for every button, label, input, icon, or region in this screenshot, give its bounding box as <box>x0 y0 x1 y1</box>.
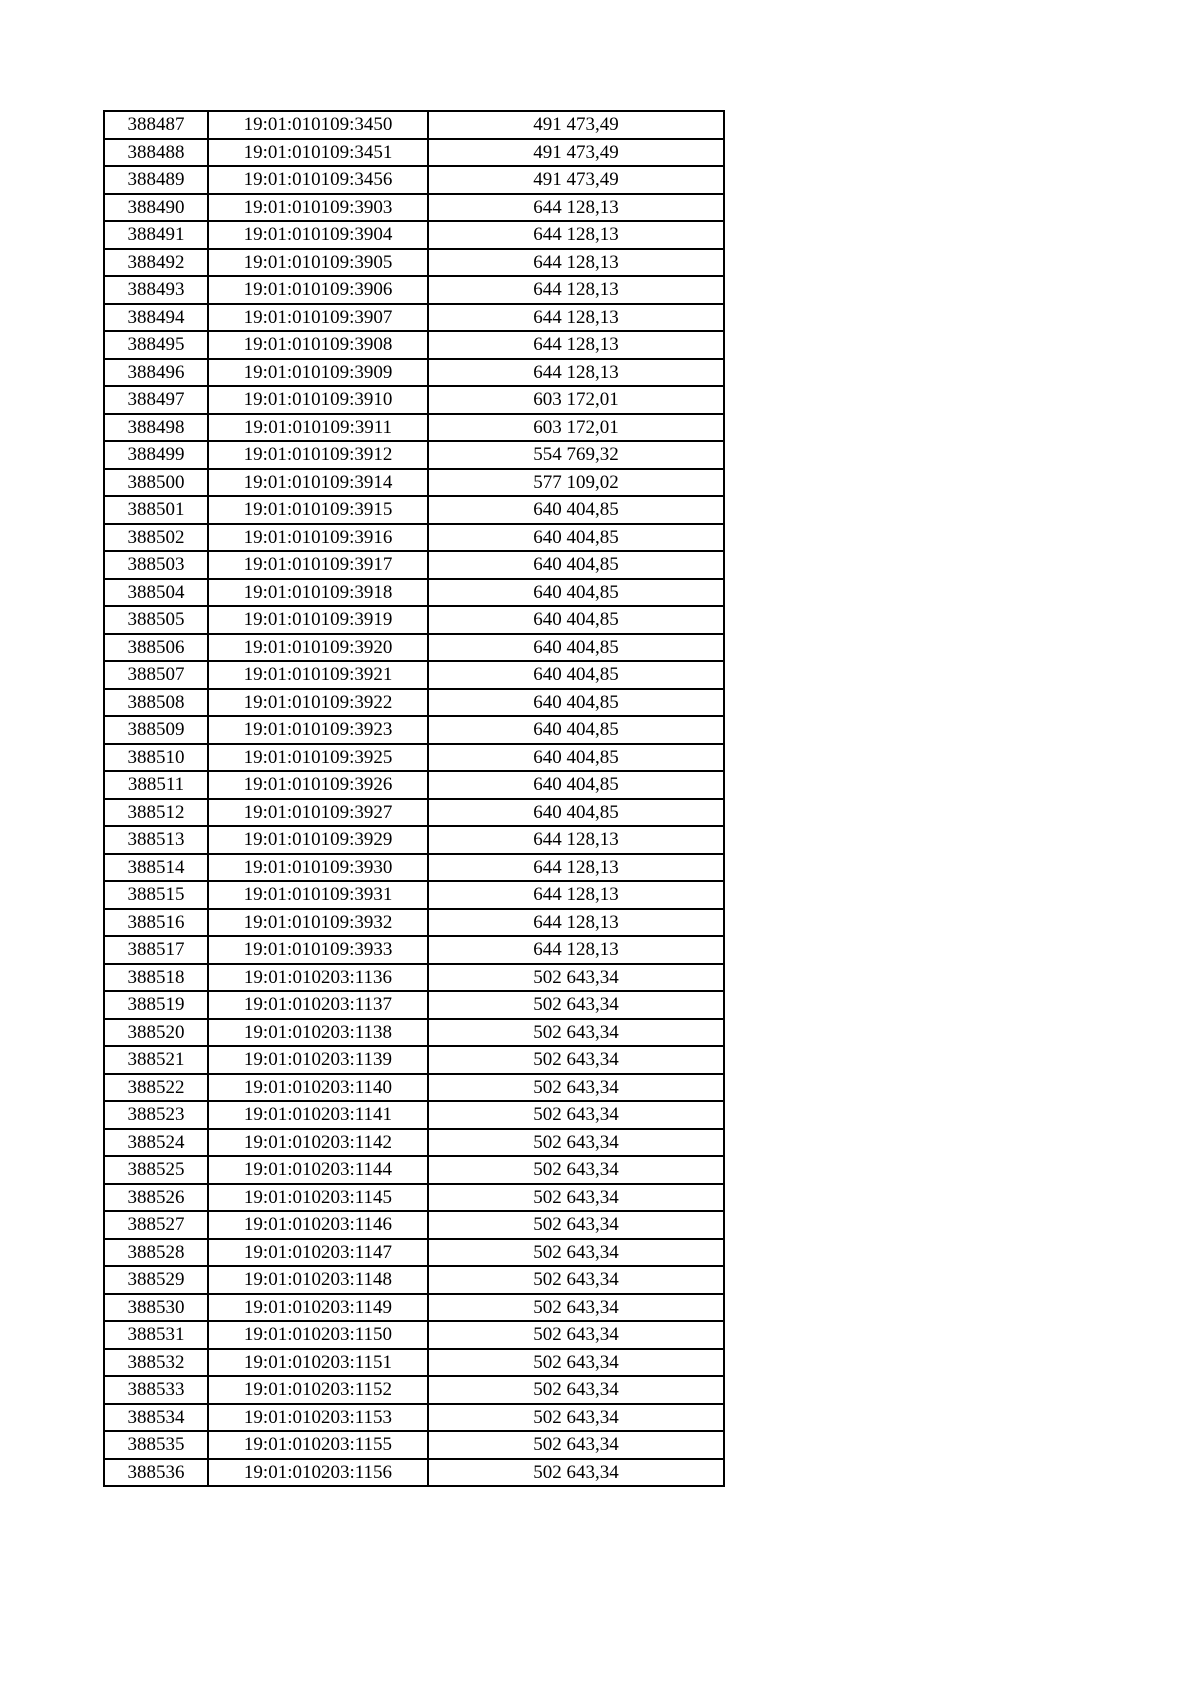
cadastral-value-cell: 502 643,34 <box>428 964 724 992</box>
row-number-cell: 388522 <box>104 1074 208 1102</box>
table-row <box>104 634 724 662</box>
cadastral-number-cell: 19:01:010109:3903 <box>208 194 428 222</box>
cadastral-number-cell: 19:01:010109:3904 <box>208 221 428 249</box>
cadastral-number-cell: 19:01:010109:3921 <box>208 661 428 689</box>
row-number-cell: 388503 <box>104 551 208 579</box>
row-number-cell: 388527 <box>104 1211 208 1239</box>
table-row <box>104 441 724 469</box>
cadastral-value-cell: 603 172,01 <box>428 414 724 442</box>
table-row <box>104 1294 724 1322</box>
cadastral-value-cell: 640 404,85 <box>428 744 724 772</box>
row-number-cell: 388500 <box>104 469 208 497</box>
cadastral-number-cell: 19:01:010203:1155 <box>208 1431 428 1459</box>
row-number-cell: 388519 <box>104 991 208 1019</box>
cadastral-value-cell: 502 643,34 <box>428 1019 724 1047</box>
table-row <box>104 799 724 827</box>
cadastral-number-cell: 19:01:010203:1138 <box>208 1019 428 1047</box>
table-row <box>104 1019 724 1047</box>
table-row <box>104 1101 724 1129</box>
table-row <box>104 386 724 414</box>
cadastral-number-cell: 19:01:010109:3906 <box>208 276 428 304</box>
row-number-cell: 388489 <box>104 166 208 194</box>
cadastral-value-cell: 502 643,34 <box>428 1239 724 1267</box>
cadastral-value-cell: 644 128,13 <box>428 194 724 222</box>
cadastral-number-cell: 19:01:010109:3933 <box>208 936 428 964</box>
cadastral-value-cell: 491 473,49 <box>428 111 724 139</box>
table-row <box>104 881 724 909</box>
cadastral-number-cell: 19:01:010203:1151 <box>208 1349 428 1377</box>
row-number-cell: 388495 <box>104 331 208 359</box>
table-row <box>104 166 724 194</box>
row-number-cell: 388516 <box>104 909 208 937</box>
table-row <box>104 936 724 964</box>
cadastral-value-cell: 640 404,85 <box>428 579 724 607</box>
cadastral-value-cell: 640 404,85 <box>428 716 724 744</box>
row-number-cell: 388520 <box>104 1019 208 1047</box>
row-number-cell: 388507 <box>104 661 208 689</box>
cadastral-number-cell: 19:01:010109:3911 <box>208 414 428 442</box>
cadastral-value-cell: 640 404,85 <box>428 799 724 827</box>
row-number-cell: 388510 <box>104 744 208 772</box>
cadastral-value-cell: 502 643,34 <box>428 991 724 1019</box>
cadastral-number-cell: 19:01:010203:1153 <box>208 1404 428 1432</box>
cadastral-value-cell: 644 128,13 <box>428 854 724 882</box>
cadastral-number-cell: 19:01:010109:3910 <box>208 386 428 414</box>
cadastral-number-cell: 19:01:010109:3914 <box>208 469 428 497</box>
cadastral-number-cell: 19:01:010109:3929 <box>208 826 428 854</box>
table-row <box>104 909 724 937</box>
cadastral-number-cell: 19:01:010109:3908 <box>208 331 428 359</box>
cadastral-number-cell: 19:01:010203:1136 <box>208 964 428 992</box>
cadastral-number-cell: 19:01:010109:3456 <box>208 166 428 194</box>
cadastral-number-cell: 19:01:010203:1139 <box>208 1046 428 1074</box>
cadastral-number-cell: 19:01:010109:3925 <box>208 744 428 772</box>
cadastral-value-cell: 644 128,13 <box>428 304 724 332</box>
cadastral-value-cell: 502 643,34 <box>428 1321 724 1349</box>
table-row <box>104 606 724 634</box>
table-row <box>104 1211 724 1239</box>
cadastral-value-cell: 640 404,85 <box>428 551 724 579</box>
table-row <box>104 469 724 497</box>
cadastral-value-cell: 640 404,85 <box>428 496 724 524</box>
row-number-cell: 388499 <box>104 441 208 469</box>
cadastral-number-cell: 19:01:010203:1147 <box>208 1239 428 1267</box>
cadastral-number-cell: 19:01:010203:1140 <box>208 1074 428 1102</box>
cadastral-value-cell: 644 128,13 <box>428 936 724 964</box>
cadastral-number-cell: 19:01:010203:1141 <box>208 1101 428 1129</box>
table-row <box>104 854 724 882</box>
cadastral-number-cell: 19:01:010203:1148 <box>208 1266 428 1294</box>
table-row <box>104 359 724 387</box>
cadastral-number-cell: 19:01:010109:3905 <box>208 249 428 277</box>
cadastral-number-cell: 19:01:010203:1145 <box>208 1184 428 1212</box>
table-row <box>104 826 724 854</box>
cadastral-value-cell: 554 769,32 <box>428 441 724 469</box>
cadastral-number-cell: 19:01:010109:3919 <box>208 606 428 634</box>
table-row <box>104 304 724 332</box>
row-number-cell: 388517 <box>104 936 208 964</box>
row-number-cell: 388509 <box>104 716 208 744</box>
table-row <box>104 1349 724 1377</box>
cadastral-number-cell: 19:01:010109:3909 <box>208 359 428 387</box>
table-row <box>104 744 724 772</box>
cadastral-number-cell: 19:01:010203:1146 <box>208 1211 428 1239</box>
table-row <box>104 1184 724 1212</box>
cadastral-number-cell: 19:01:010109:3922 <box>208 689 428 717</box>
cadastral-number-cell: 19:01:010109:3907 <box>208 304 428 332</box>
table-row <box>104 1129 724 1157</box>
table-row <box>104 716 724 744</box>
cadastral-value-cell: 502 643,34 <box>428 1101 724 1129</box>
row-number-cell: 388493 <box>104 276 208 304</box>
row-number-cell: 388511 <box>104 771 208 799</box>
cadastral-value-cell: 502 643,34 <box>428 1156 724 1184</box>
row-number-cell: 388532 <box>104 1349 208 1377</box>
table-row <box>104 1431 724 1459</box>
row-number-cell: 388491 <box>104 221 208 249</box>
row-number-cell: 388526 <box>104 1184 208 1212</box>
cadastral-number-cell: 19:01:010203:1156 <box>208 1459 428 1487</box>
cadastral-number-cell: 19:01:010109:3920 <box>208 634 428 662</box>
cadastral-value-cell: 644 128,13 <box>428 249 724 277</box>
table-row <box>104 1239 724 1267</box>
table-row <box>104 991 724 1019</box>
cadastral-value-cell: 644 128,13 <box>428 909 724 937</box>
cadastral-number-cell: 19:01:010109:3926 <box>208 771 428 799</box>
table-row <box>104 1156 724 1184</box>
table-row <box>104 496 724 524</box>
table-row <box>104 249 724 277</box>
cadastral-number-cell: 19:01:010109:3450 <box>208 111 428 139</box>
row-number-cell: 388512 <box>104 799 208 827</box>
cadastral-value-cell: 502 643,34 <box>428 1074 724 1102</box>
row-number-cell: 388525 <box>104 1156 208 1184</box>
cadastral-value-cell: 640 404,85 <box>428 771 724 799</box>
row-number-cell: 388487 <box>104 111 208 139</box>
row-number-cell: 388518 <box>104 964 208 992</box>
cadastral-number-cell: 19:01:010203:1142 <box>208 1129 428 1157</box>
table-row <box>104 139 724 167</box>
table-row <box>104 1266 724 1294</box>
row-number-cell: 388531 <box>104 1321 208 1349</box>
table-row <box>104 221 724 249</box>
cadastral-number-cell: 19:01:010203:1152 <box>208 1376 428 1404</box>
row-number-cell: 388514 <box>104 854 208 882</box>
row-number-cell: 388498 <box>104 414 208 442</box>
cadastral-number-cell: 19:01:010109:3930 <box>208 854 428 882</box>
table-row <box>104 964 724 992</box>
cadastral-value-cell: 502 643,34 <box>428 1046 724 1074</box>
cadastral-number-cell: 19:01:010109:3932 <box>208 909 428 937</box>
table-row <box>104 1376 724 1404</box>
cadastral-value-cell: 502 643,34 <box>428 1376 724 1404</box>
row-number-cell: 388534 <box>104 1404 208 1432</box>
table-row <box>104 1074 724 1102</box>
cadastral-value-cell: 502 643,34 <box>428 1349 724 1377</box>
row-number-cell: 388497 <box>104 386 208 414</box>
row-number-cell: 388513 <box>104 826 208 854</box>
table-row <box>104 194 724 222</box>
row-number-cell: 388502 <box>104 524 208 552</box>
cadastral-number-cell: 19:01:010203:1149 <box>208 1294 428 1322</box>
row-number-cell: 388530 <box>104 1294 208 1322</box>
row-number-cell: 388488 <box>104 139 208 167</box>
cadastral-number-cell: 19:01:010203:1150 <box>208 1321 428 1349</box>
table-row <box>104 1459 724 1487</box>
cadastral-value-cell: 640 404,85 <box>428 524 724 552</box>
row-number-cell: 388515 <box>104 881 208 909</box>
table-row <box>104 661 724 689</box>
table-row <box>104 551 724 579</box>
cadastral-value-table <box>103 110 725 1487</box>
row-number-cell: 388533 <box>104 1376 208 1404</box>
row-number-cell: 388508 <box>104 689 208 717</box>
table-row <box>104 111 724 139</box>
cadastral-value-cell: 502 643,34 <box>428 1184 724 1212</box>
cadastral-number-cell: 19:01:010109:3916 <box>208 524 428 552</box>
cadastral-value-cell: 502 643,34 <box>428 1129 724 1157</box>
table-body <box>104 111 724 1486</box>
cadastral-value-cell: 640 404,85 <box>428 689 724 717</box>
cadastral-number-cell: 19:01:010109:3917 <box>208 551 428 579</box>
row-number-cell: 388505 <box>104 606 208 634</box>
table-row <box>104 1321 724 1349</box>
cadastral-value-cell: 640 404,85 <box>428 606 724 634</box>
cadastral-number-cell: 19:01:010109:3912 <box>208 441 428 469</box>
cadastral-number-cell: 19:01:010109:3927 <box>208 799 428 827</box>
table-row <box>104 524 724 552</box>
cadastral-number-cell: 19:01:010109:3915 <box>208 496 428 524</box>
table-row <box>104 689 724 717</box>
cadastral-value-cell: 644 128,13 <box>428 276 724 304</box>
cadastral-value-cell: 502 643,34 <box>428 1211 724 1239</box>
cadastral-number-cell: 19:01:010203:1144 <box>208 1156 428 1184</box>
cadastral-value-cell: 502 643,34 <box>428 1294 724 1322</box>
row-number-cell: 388496 <box>104 359 208 387</box>
cadastral-value-cell: 640 404,85 <box>428 661 724 689</box>
cadastral-value-cell: 502 643,34 <box>428 1459 724 1487</box>
row-number-cell: 388490 <box>104 194 208 222</box>
table-row <box>104 1046 724 1074</box>
row-number-cell: 388492 <box>104 249 208 277</box>
row-number-cell: 388529 <box>104 1266 208 1294</box>
table-row <box>104 414 724 442</box>
cadastral-value-cell: 502 643,34 <box>428 1266 724 1294</box>
table-row <box>104 331 724 359</box>
row-number-cell: 388524 <box>104 1129 208 1157</box>
row-number-cell: 388528 <box>104 1239 208 1267</box>
cadastral-value-cell: 577 109,02 <box>428 469 724 497</box>
cadastral-value-cell: 491 473,49 <box>428 139 724 167</box>
table-row <box>104 771 724 799</box>
row-number-cell: 388536 <box>104 1459 208 1487</box>
cadastral-value-cell: 491 473,49 <box>428 166 724 194</box>
cadastral-number-cell: 19:01:010109:3923 <box>208 716 428 744</box>
row-number-cell: 388501 <box>104 496 208 524</box>
row-number-cell: 388523 <box>104 1101 208 1129</box>
row-number-cell: 388521 <box>104 1046 208 1074</box>
row-number-cell: 388535 <box>104 1431 208 1459</box>
table-row <box>104 1404 724 1432</box>
row-number-cell: 388504 <box>104 579 208 607</box>
row-number-cell: 388506 <box>104 634 208 662</box>
cadastral-value-cell: 502 643,34 <box>428 1404 724 1432</box>
cadastral-number-cell: 19:01:010109:3931 <box>208 881 428 909</box>
cadastral-number-cell: 19:01:010109:3451 <box>208 139 428 167</box>
cadastral-number-cell: 19:01:010109:3918 <box>208 579 428 607</box>
cadastral-value-cell: 644 128,13 <box>428 331 724 359</box>
row-number-cell: 388494 <box>104 304 208 332</box>
table-row <box>104 579 724 607</box>
cadastral-value-cell: 644 128,13 <box>428 881 724 909</box>
cadastral-value-cell: 640 404,85 <box>428 634 724 662</box>
cadastral-value-cell: 644 128,13 <box>428 826 724 854</box>
cadastral-value-cell: 644 128,13 <box>428 359 724 387</box>
table-row <box>104 276 724 304</box>
cadastral-value-cell: 644 128,13 <box>428 221 724 249</box>
cadastral-value-cell: 603 172,01 <box>428 386 724 414</box>
cadastral-number-cell: 19:01:010203:1137 <box>208 991 428 1019</box>
cadastral-value-cell: 502 643,34 <box>428 1431 724 1459</box>
